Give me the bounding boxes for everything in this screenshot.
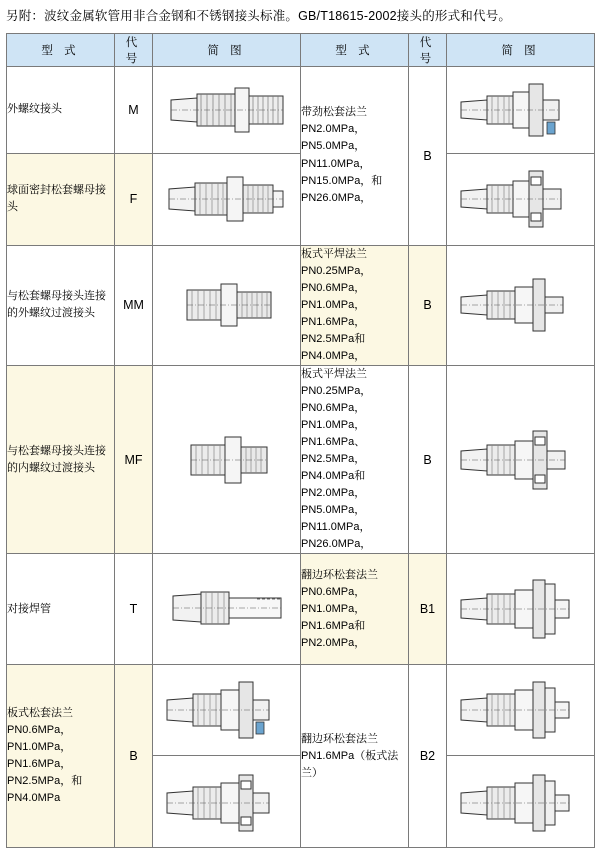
figure-ribbed-loose-flange xyxy=(447,66,595,153)
row-code-cell: M xyxy=(115,66,153,153)
header-type-left: 型 式 xyxy=(7,33,115,66)
row-code-cell: B2 xyxy=(409,665,447,848)
figure-plate-loose-flange-2 xyxy=(153,755,301,848)
row-code-cell: B xyxy=(409,245,447,365)
figure-male-thread-adapter xyxy=(153,245,301,365)
header-figure-right: 简 图 xyxy=(447,33,595,66)
row-code-cell: B xyxy=(409,365,447,554)
row-type-cell: 翻边环松套法兰 PN1.6MPa（板式法兰） xyxy=(301,665,409,848)
row-code-cell: B xyxy=(115,665,153,848)
page-title: 另附：波纹金属软管用非合金钢和不锈钢接头标准。GB/T18615-2002接头的形式和代号。 xyxy=(0,0,600,33)
figure-lap-joint-flange-2 xyxy=(447,665,595,755)
figure-plate-welding-flange-2 xyxy=(447,365,595,554)
figure-male-thread-fitting xyxy=(153,66,301,153)
table-row xyxy=(7,245,595,365)
row-code-cell: B1 xyxy=(409,554,447,665)
header-figure-left: 简 图 xyxy=(153,33,301,66)
row-type-cell: 外螺纹接头 xyxy=(7,66,115,153)
table-row xyxy=(7,554,595,665)
row-type-cell: 板式平焊法兰 PN0.25MPa，PN0.6MPa，PN1.0MPa，PN1.6MPa，PN2.5MPa和PN4.0MPa， xyxy=(301,245,409,365)
figure-ribbed-loose-flange-2 xyxy=(447,153,595,245)
header-code-left: 代 号 xyxy=(115,33,153,66)
row-type-cell: 与松套螺母接头连接的内螺纹过渡接头 xyxy=(7,365,115,554)
row-code-cell: T xyxy=(115,554,153,665)
figure-butt-weld-pipe xyxy=(153,554,301,665)
row-code-cell: B xyxy=(409,66,447,245)
row-code-cell: MM xyxy=(115,245,153,365)
figure-female-thread-adapter xyxy=(153,365,301,554)
row-type-cell: 球面密封松套螺母接头 xyxy=(7,153,115,245)
table-row xyxy=(7,66,595,153)
table-row xyxy=(7,365,595,554)
row-code-cell: MF xyxy=(115,365,153,554)
row-type-cell: 板式松套法兰 PN0.6MPa，PN1.0MPa，PN1.6MPa，PN2.5MPa，和PN4.0MPa xyxy=(7,665,115,848)
table-header-row xyxy=(7,33,595,66)
figure-lap-joint-flange-1 xyxy=(447,554,595,665)
figure-plate-loose-flange xyxy=(153,665,301,755)
header-type-right: 型 式 xyxy=(301,33,409,66)
figure-plate-welding-flange-1 xyxy=(447,245,595,365)
row-type-cell: 翻边环松套法兰 PN0.6MPa，PN1.0MPa，PN1.6MPa和PN2.0MPa， xyxy=(301,554,409,665)
row-type-cell: 对接焊管 xyxy=(7,554,115,665)
table-row xyxy=(7,665,595,755)
row-type-cell: 带劲松套法兰 PN2.0MPa，PN5.0MPa，PN11.0MPa，PN15.0MPa，和PN26.0MPa， xyxy=(301,66,409,245)
figure-spherical-seal-union-nut xyxy=(153,153,301,245)
row-type-cell: 板式平焊法兰 PN0.25MPa，PN0.6MPa，PN1.0MPa，PN1.6MPa、PN2.5MPa，PN4.0MPa和PN2.0MPa，PN5.0MPa，PN11.0MPa，PN26.0MPa， xyxy=(301,365,409,554)
header-code-right: 代 号 xyxy=(409,33,447,66)
figure-lap-joint-flange-2b xyxy=(447,755,595,848)
fittings-table xyxy=(6,33,595,848)
row-type-cell: 与松套螺母接头连接的外螺纹过渡接头 xyxy=(7,245,115,365)
row-code-cell: F xyxy=(115,153,153,245)
